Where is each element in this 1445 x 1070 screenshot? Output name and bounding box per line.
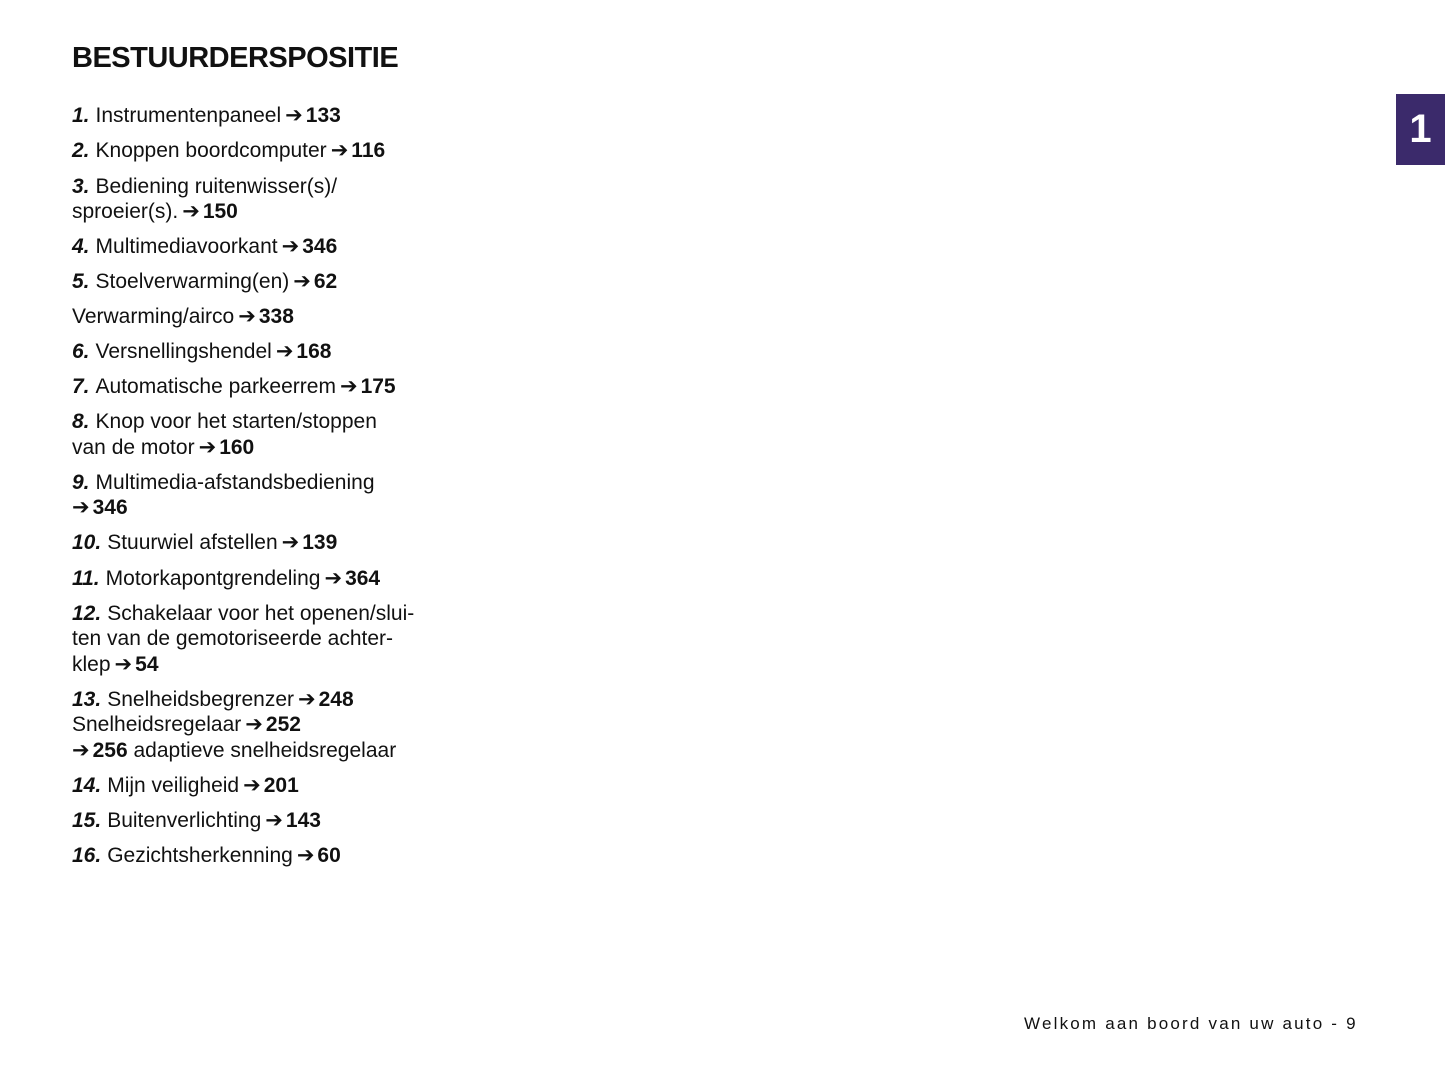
page-reference[interactable]: 139: [302, 531, 338, 554]
page-reference[interactable]: 248: [318, 688, 354, 711]
arrow-right-icon: ➔: [339, 375, 358, 398]
arrow-right-icon: ➔: [275, 340, 294, 363]
arrow-right-icon: ➔: [198, 436, 217, 459]
list-item: 3. Bediening ruitenwisser(s)/: [72, 175, 338, 198]
list-item-continuation: Snelheidsregelaar ➔ 252: [72, 713, 301, 736]
list-item: Verwarming/airco ➔ 338: [72, 305, 294, 328]
list-item: 7. Automatische parkeerrem ➔ 175: [72, 375, 396, 398]
list-item: 5. Stoelverwarming(en) ➔ 62: [72, 270, 338, 293]
list-item-continuation: sproeier(s). ➔ 150: [72, 200, 238, 223]
arrow-right-icon: ➔: [285, 104, 303, 127]
page-footer: Welkom aan boord van uw auto - 9: [1024, 1014, 1358, 1033]
arrow-right-icon: ➔: [298, 688, 316, 711]
arrow-right-icon: ➔: [330, 139, 349, 162]
list-item: 9. Multimedia-afstandsbediening: [72, 471, 375, 494]
list-item: 11. Motorkapontgrendeling ➔ 364: [72, 567, 381, 590]
arrow-right-icon: ➔: [296, 844, 315, 867]
list-item: 12. Schakelaar voor het openen/slui-: [72, 602, 415, 625]
list-item: 14. Mijn veiligheid ➔ 201: [72, 774, 299, 797]
list-item: 16. Gezichtsherkenning ➔ 60: [72, 844, 341, 867]
list-item: 2. Knoppen boordcomputer ➔ 116: [72, 139, 386, 162]
list-item: 13. Snelheidsbegrenzer ➔ 248: [72, 688, 354, 711]
page-reference[interactable]: 60: [317, 844, 341, 867]
arrow-right-icon: ➔: [72, 496, 90, 519]
page-reference[interactable]: 201: [263, 774, 299, 797]
page-title: BESTUURDERSPOSITIE: [72, 42, 399, 74]
page-reference[interactable]: 364: [345, 567, 381, 590]
page-reference[interactable]: 168: [296, 340, 332, 363]
page-reference[interactable]: 160: [219, 436, 255, 459]
list-item: 15. Buitenverlichting ➔ 143: [72, 809, 321, 832]
chapter-number: 1: [1409, 107, 1432, 151]
page-reference[interactable]: 338: [258, 305, 294, 328]
arrow-right-icon: ➔: [114, 653, 133, 676]
list-item-continuation: ten van de gemotoriseerde achter-: [72, 627, 394, 650]
arrow-right-icon: ➔: [324, 567, 343, 590]
list-item: 6. Versnellingshendel ➔ 168: [72, 340, 332, 363]
arrow-right-icon: ➔: [238, 305, 256, 328]
list-item-continuation: klep ➔ 54: [72, 653, 159, 676]
chapter-tab: [1396, 94, 1445, 165]
list-item: 4. Multimediavoorkant ➔ 346: [72, 235, 338, 258]
page-reference[interactable]: 346: [302, 235, 338, 258]
arrow-right-icon: ➔: [245, 713, 263, 736]
list-item: 1. Instrumentenpaneel ➔ 133: [72, 104, 341, 127]
arrow-right-icon: ➔: [243, 774, 261, 797]
page-reference[interactable]: 256: [92, 739, 128, 762]
page-reference[interactable]: 133: [305, 104, 341, 127]
list-item-continuation: van de motor ➔ 160: [72, 436, 255, 459]
arrow-right-icon: ➔: [281, 235, 300, 258]
page-reference[interactable]: 116: [351, 139, 386, 162]
arrow-right-icon: ➔: [293, 270, 311, 293]
arrow-right-icon: ➔: [265, 809, 283, 832]
list-item-continuation: ➔ 256 adaptieve snelheidsregelaar: [72, 739, 397, 762]
arrow-right-icon: ➔: [281, 531, 300, 554]
page-reference[interactable]: 150: [202, 200, 238, 223]
page-reference[interactable]: 175: [360, 375, 396, 398]
list-item: 10. Stuurwiel afstellen ➔ 139: [72, 531, 338, 554]
page-reference[interactable]: 252: [265, 713, 301, 736]
page-reference[interactable]: 62: [313, 270, 338, 293]
arrow-right-icon: ➔: [72, 739, 90, 762]
page-reference[interactable]: 143: [285, 809, 321, 832]
page-reference[interactable]: 346: [92, 496, 128, 519]
list-item: 8. Knop voor het starten/stoppen: [72, 410, 377, 433]
arrow-right-icon: ➔: [182, 200, 200, 223]
list-item-continuation: [72, 495, 128, 520]
page-reference[interactable]: 54: [135, 653, 159, 676]
